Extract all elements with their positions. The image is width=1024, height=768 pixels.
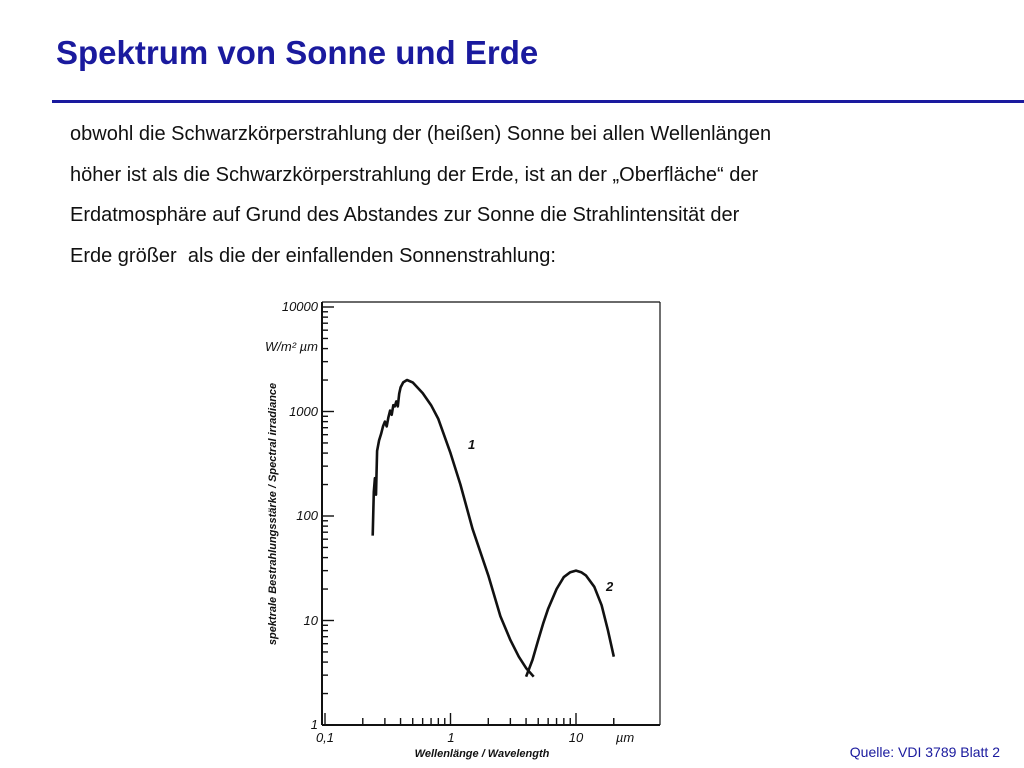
body-line: Erde größer als die der einfallenden Sonnenstrahlung: (70, 244, 556, 267)
series-label-2: 2 (606, 579, 614, 594)
x-tick-label: 10 (568, 730, 584, 745)
page-title: Spektrum von Sonne und Erde (56, 34, 539, 71)
body-line: Erdatmosphäre auf Grund des Abstandes zur Sonne die Strahlintensität der (70, 204, 740, 226)
series-line-earth (526, 571, 614, 677)
x-tick-label: 0,1 (315, 730, 335, 745)
y-tick-label: 10000 (281, 299, 318, 314)
body-line: obwohl die Schwarzkörperstrahlung der (heißen) Sonne bei allen Wellenlängen (70, 123, 772, 145)
series-line-sun (373, 380, 534, 677)
x-tick-label: 1 (447, 730, 455, 745)
y-tick-label: 1 (310, 717, 318, 732)
y-unit-label: W/m² µm (265, 339, 318, 354)
y-tick-label: 1000 (289, 404, 318, 419)
x-unit-label: µm (615, 730, 635, 745)
y-tick-label: 10 (303, 613, 318, 628)
y-axis-title: spektrale Bestrahlungsstärke / Spectral irradiance (267, 382, 279, 646)
body-line: höher ist als die Schwarzkörperstrahlung der Erde, ist an der „Oberfläche“ der (70, 163, 759, 186)
x-axis-title: Wellenlänge / Wavelength (414, 748, 550, 760)
source-citation: Quelle: VDI 3789 Blatt 2 (849, 744, 1000, 760)
series-label-1: 1 (468, 437, 476, 452)
y-tick-label: 100 (296, 508, 318, 523)
